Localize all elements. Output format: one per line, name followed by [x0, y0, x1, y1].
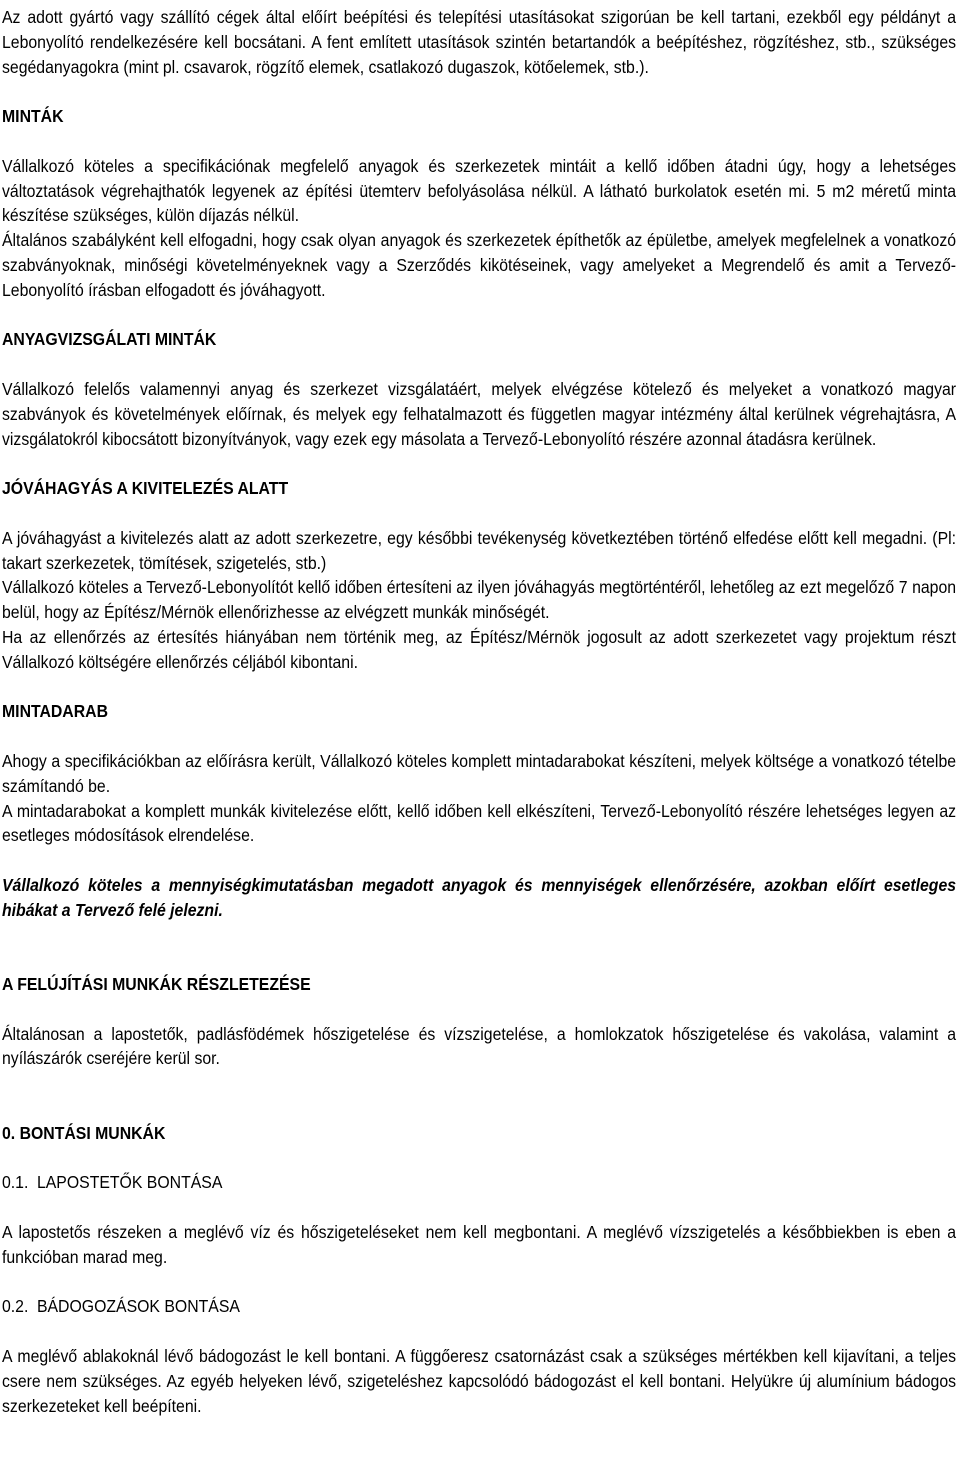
jovahagyas-paragraph-3: Ha az ellenőrzés az értesítés hiányában nem történik meg, az Építész/Mérnök jogosult az adott szerkezetet vagy projektum részt Vállalkozó költségére ellenőrzés céljából kibontani.	[2, 626, 957, 672]
section-heading-mintadarab: MINTADARAB	[2, 701, 108, 722]
mintak-paragraph-2: Általános szabályként kell elfogadni, hogy csak olyan anyagok és szerkezetek építhetők az épületbe, amelyek megfelelnek a vonatkozó szabványoknak, minőségi követelményeknek vagy a Szerződés kikötéseinek, vagy amelyeket a Megrendelő és amit a Tervező-Lebonyolító írásban elfogadott és jóváhagyott.	[2, 230, 957, 300]
subsection-number: 0.2.	[2, 1296, 29, 1317]
section-heading-bontasi: 0. BONTÁSI MUNKÁK	[2, 1122, 166, 1143]
subsection-title: BÁDOGOZÁSOK BONTÁSA	[36, 1296, 240, 1317]
subsection-title: LAPOSTETŐK BONTÁSA	[36, 1172, 223, 1193]
subsection-heading-badogozasok	[2, 1294, 880, 1319]
anyagvizsgalati-paragraph: Vállalkozó felelős valamennyi anyag és szerkezet vizsgálatáért, melyek elvégzése kötelező és melyeket a vonatkozó magyar szabványok és követelmények előírnak, és melyek egy felhatalmazott és független magyar intézmény által kerülnek végrehajtásra, A vizsgálatokról kibocsátott bizonyítványok, vagy ezek egy másolata a Tervező-Lebonyolító részére azonnal átadásra kerülnek.	[2, 378, 957, 449]
section-heading-jovahagyas: JÓVÁHAGYÁS A KIVITELEZÉS ALATT	[2, 478, 289, 499]
mintadarab-note: Vállalkozó köteles a mennyiségkimutatásban megadott anyagok és mennyiségek ellenőrzésére, azokban előírt esetleges hibákat a Tervező felé jelezni.	[2, 874, 957, 920]
subsection-heading-lapostetok	[2, 1170, 880, 1195]
jovahagyas-paragraph-2: Vállalkozó köteles a Tervező-Lebonyolítót kellő időben értesíteni az ilyen jóváhagyás megtörténtéről, lehetőleg az ezt megelőző 7 napon belül, hogy az Építész/Mérnök ellenőrizhesse az elvégzett munkák minőségét.	[2, 577, 957, 623]
jovahagyas-paragraph-1: A jóváhagyást a kivitelezés alatt az adott szerkezetre, egy későbbi tevékenység következtében történő elfedése előtt kell megadni. (Pl: takart szerkezetek, tömítések, szigetelés, stb.)	[2, 527, 957, 573]
mintadarab-paragraph-1: Ahogy a specifikációkban az előírásra került, Vállalkozó köteles komplett mintadarabokat készíteni, melyek költsége a vonatkozó tételbe számítandó be.	[2, 750, 957, 796]
intro-paragraph: Az adott gyártó vagy szállító cégek által előírt beépítési és telepítési utasításokat szigorúan be kell tartani, ezekből egy példányt a Lebonyolító rendelkezésére kell bocsátani. A fent említett utasítások szintén betartandók a beépítéshez, rögzítéshez, stb., szükséges segédanyagokra (mint pl. csavarok, rögzítő elemek, csatlakozó dugaszok, kötőelemek, stb.).	[2, 7, 957, 77]
mintak-paragraph-1: Vállalkozó köteles a specifikációnak megfelelő anyagok és szerkezetek mintáit a kellő időben átadni úgy, hogy a lehetséges változtatások végrehajthatók legyenek az építési ütemterv befolyásolása nélkül. A látható burkolatok esetén mi. 5 m2 méretű minta készítése szükséges, külön díjazás nélkül.	[2, 155, 957, 226]
mintadarab-paragraph-2: A mintadarabokat a komplett munkák kivitelezése előtt, kellő időben kell elkészíteni, Tervező-Lebonyolító részére lehetséges legyen az esetleges módosítások elrendelése.	[2, 800, 957, 846]
lapostetok-paragraph: A lapostetős részeken a meglévő víz és hőszigeteléseket nem kell megbontani. A meglévő vízszigetelés a későbbiekben is eben a funkcióban marad meg.	[2, 1222, 957, 1267]
document-page	[2, 5, 956, 1418]
section-heading-mintak: MINTÁK	[2, 106, 64, 127]
subsection-number: 0.1.	[2, 1172, 29, 1193]
section-heading-felujitasi: A FELÚJÍTÁSI MUNKÁK RÉSZLETEZÉSE	[2, 974, 311, 995]
badogozasok-paragraph: A meglévő ablakoknál lévő bádogozást le kell bontani. A függőeresz csatornázást csak a szükséges mértékben kell kijavítani, a teljes csere nem szükséges. Az egyéb helyeken lévő, szigeteléshez kapcsolódó bádogozást el kell bontani. Helyükre új alumínium bádogos szerkezeteket kell beépíteni.	[2, 1346, 957, 1416]
section-heading-anyagvizsgalati: ANYAGVIZSGÁLATI MINTÁK	[2, 329, 217, 350]
felujitasi-paragraph: Általánosan a lapostetők, padlásfödémek hőszigetelése és vízszigetelése, a homlokzatok hőszigetelése és vakolása, valamint a nyílászárók cseréjére kerül sor.	[2, 1023, 957, 1069]
